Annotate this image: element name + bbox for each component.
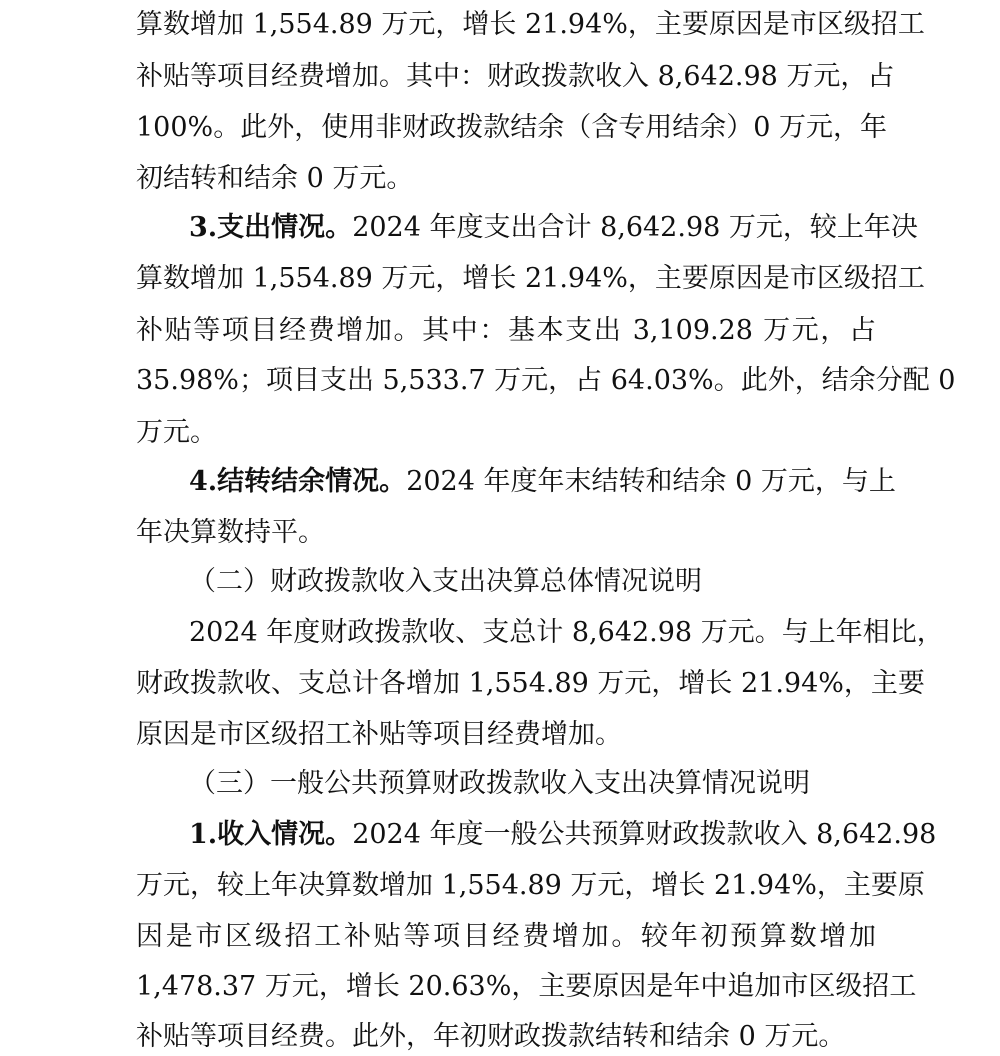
text-line: 算数增加 1,554.89 万元，增长 21.94%，主要原因是市区级招工 bbox=[136, 263, 925, 294]
text-line: 100%。此外，使用非财政拨款结余（含专用结余）0 万元，年 bbox=[136, 112, 887, 143]
text-line-with-lead bbox=[189, 211, 918, 245]
text-fragment: 2024 年度年末结转和结余 0 万元，与上 bbox=[406, 466, 896, 497]
text-line: 因是市区级招工补贴等项目经费增加。较年初预算数增加 bbox=[136, 921, 876, 952]
paragraph-lead: 4.结转结余情况。 bbox=[189, 466, 407, 497]
text-line: 年决算数持平。 bbox=[136, 517, 325, 548]
text-line: 35.98%；项目支出 5,533.7 万元，占 64.03%。此外，结余分配 0 bbox=[136, 365, 956, 396]
text-line-with-lead bbox=[189, 465, 896, 499]
text-line: 初结转和结余 0 万元。 bbox=[136, 163, 414, 194]
paragraph-lead: 1.收入情况。 bbox=[189, 819, 353, 850]
text-line: 万元，较上年决算数增加 1,554.89 万元，增长 21.94%，主要原 bbox=[136, 870, 925, 901]
text-line: 补贴等项目经费增加。其中：基本支出 3,109.28 万元，占 bbox=[136, 315, 876, 346]
text-line: 补贴等项目经费增加。其中：财政拨款收入 8,642.98 万元，占 bbox=[136, 61, 895, 92]
text-line-with-lead bbox=[189, 818, 937, 852]
text-line: 原因是市区级招工补贴等项目经费增加。 bbox=[136, 719, 622, 750]
text-fragment: 2024 年度支出合计 8,642.98 万元，较上年决 bbox=[352, 212, 918, 243]
text-line: 万元。 bbox=[136, 417, 217, 448]
text-line: 财政拨款收、支总计各增加 1,554.89 万元，增长 21.94%，主要 bbox=[136, 668, 925, 699]
section-heading: （二）财政拨款收入支出决算总体情况说明 bbox=[189, 566, 702, 597]
text-line: 补贴等项目经费。此外，年初财政拨款结转和结余 0 万元。 bbox=[136, 1021, 846, 1052]
paragraph-lead: 3.支出情况。 bbox=[189, 212, 353, 243]
section-heading: （三）一般公共预算财政拨款收入支出决算情况说明 bbox=[189, 768, 810, 799]
text-line: 1,478.37 万元，增长 20.63%，主要原因是年中追加市区级招工 bbox=[136, 971, 917, 1002]
text-line: 2024 年度财政拨款收、支总计 8,642.98 万元。与上年相比， bbox=[189, 617, 944, 648]
text-fragment: 2024 年度一般公共预算财政拨款收入 8,642.98 bbox=[352, 819, 937, 850]
text-line: 算数增加 1,554.89 万元，增长 21.94%，主要原因是市区级招工 bbox=[136, 9, 925, 40]
